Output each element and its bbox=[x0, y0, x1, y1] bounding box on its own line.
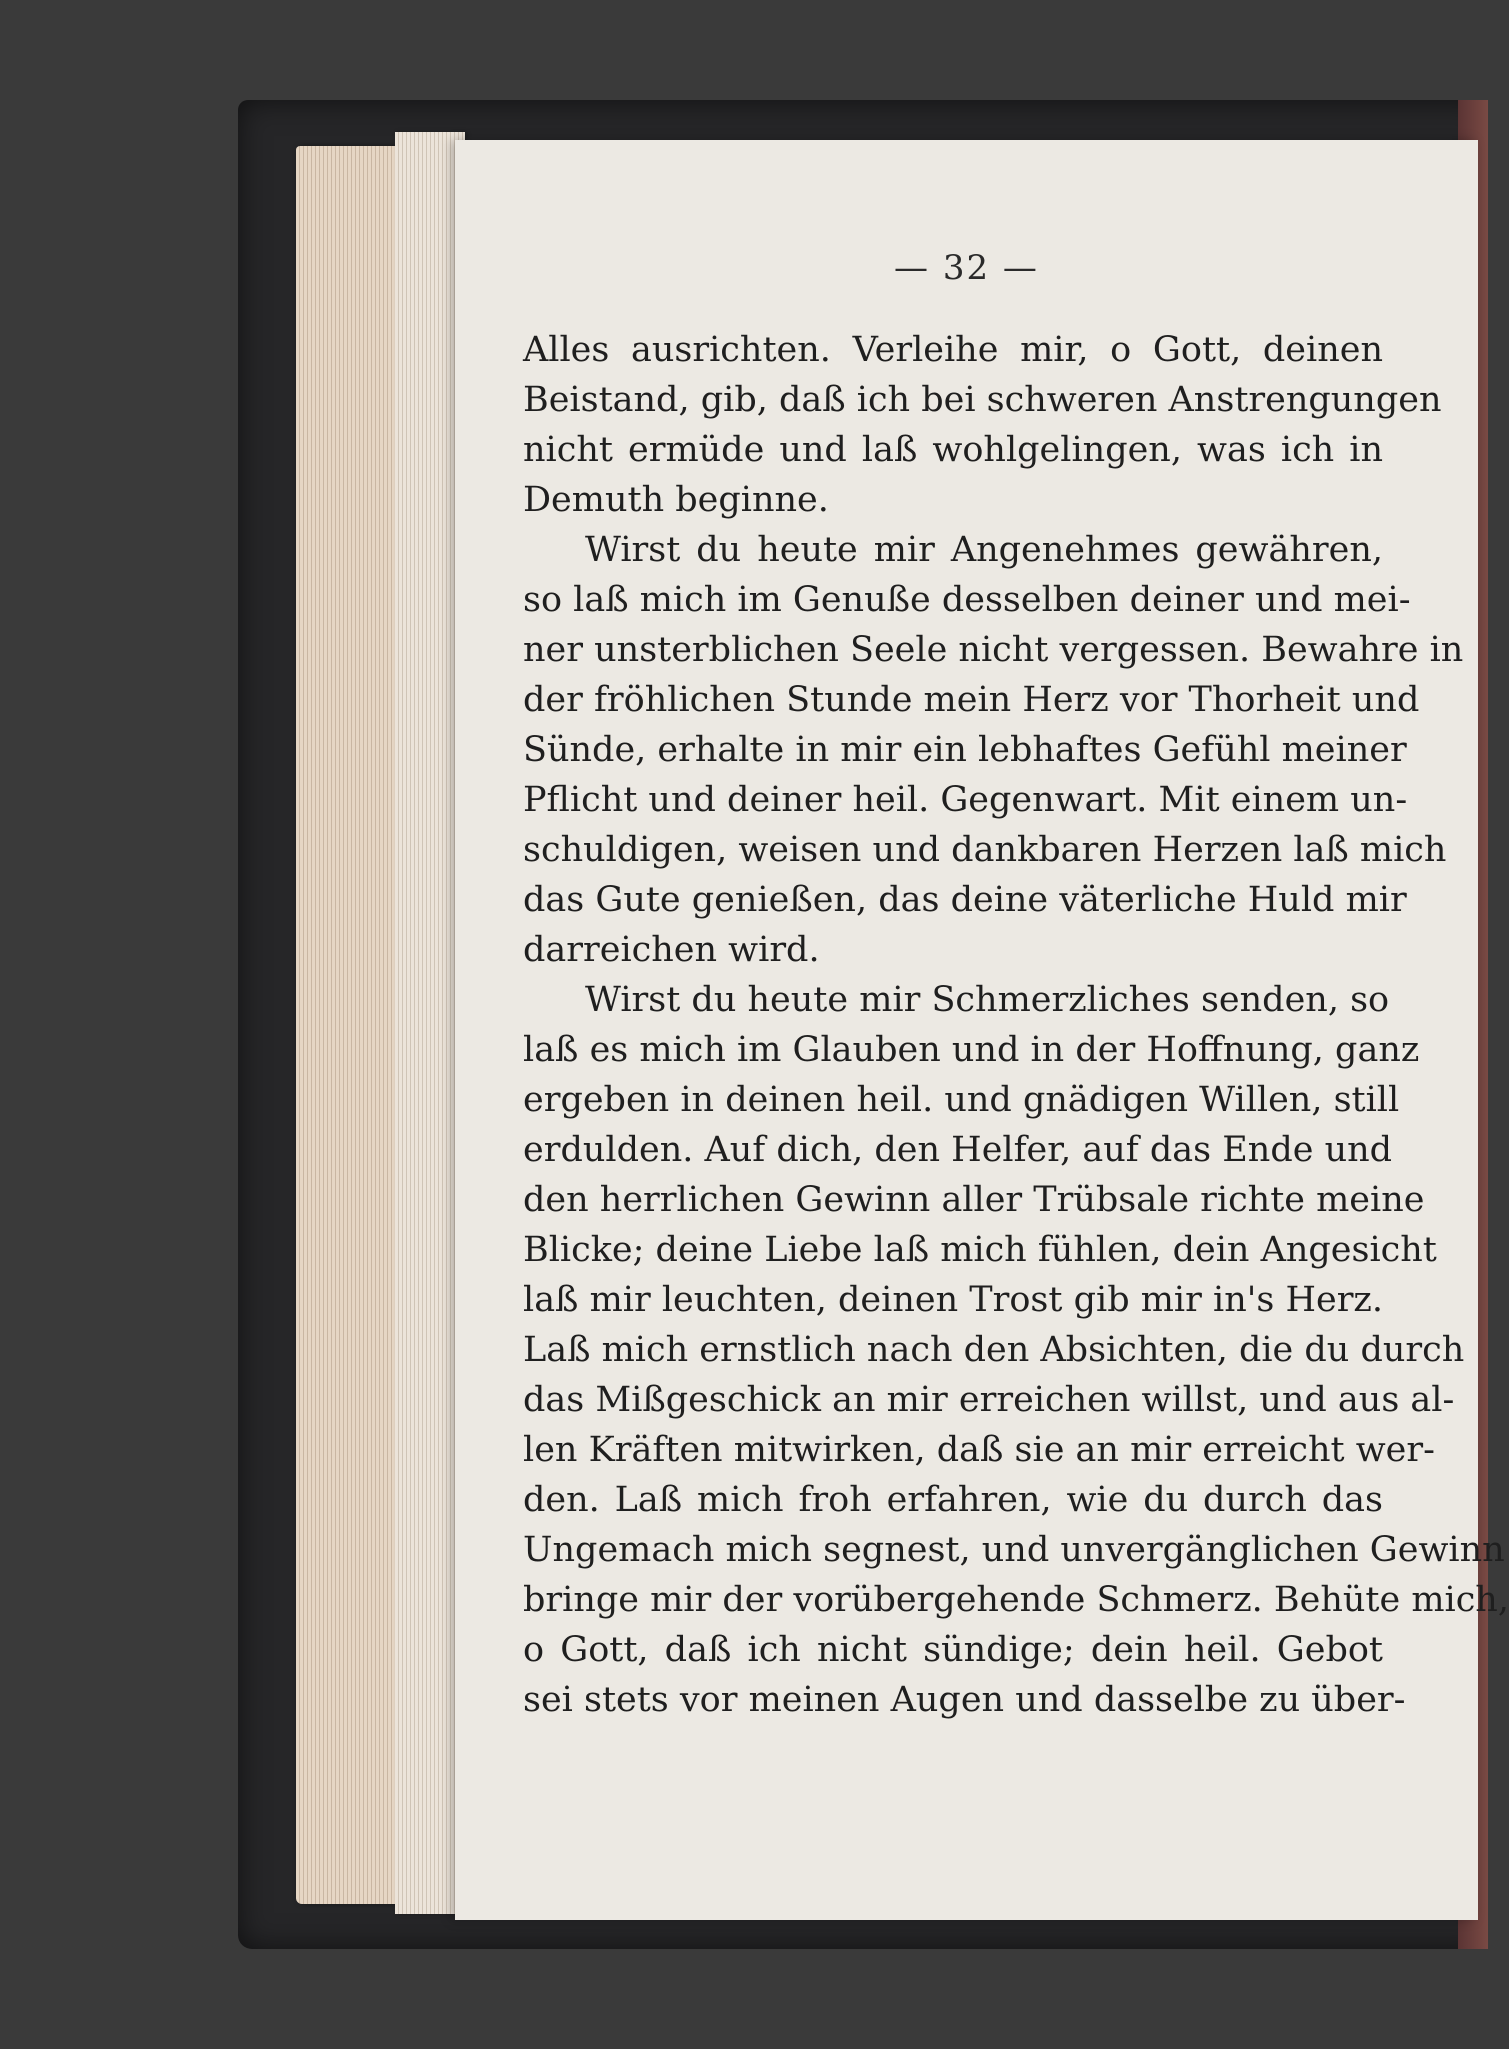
text-line: das Gute genießen, das deine väterliche Huld mir bbox=[523, 880, 1407, 920]
text-line: Alles ausrichten. Verleihe mir, o Gott, deinen bbox=[523, 330, 1383, 370]
text-line: Beistand, gib, daß ich bei schweren Anstrengungen bbox=[523, 380, 1442, 420]
text-line: Pflicht und deiner heil. Gegenwart. Mit einem un- bbox=[523, 780, 1408, 820]
text-line: den herrlichen Gewinn aller Trübsale richte meine bbox=[523, 1180, 1425, 1220]
text-line: sei stets vor meinen Augen und dasselbe zu über- bbox=[523, 1680, 1406, 1720]
text-line: Wirst du heute mir Schmerzliches senden, so bbox=[585, 980, 1390, 1020]
text-line: so laß mich im Genuße desselben deiner und mei- bbox=[523, 580, 1411, 620]
text-line: Sünde, erhalte in mir ein lebhaftes Gefühl meiner bbox=[523, 730, 1407, 770]
text-line: den. Laß mich froh erfahren, wie du durch das bbox=[523, 1480, 1383, 1520]
text-line: laß mir leuchten, deinen Trost gib mir in's Herz. bbox=[523, 1280, 1383, 1320]
text-line: Wirst du heute mir Angenehmes gewähren, bbox=[585, 530, 1383, 570]
text-line: nicht ermüde und laß wohlgelingen, was ich in bbox=[523, 430, 1383, 470]
text-line: erdulden. Auf dich, den Helfer, auf das Ende und bbox=[523, 1130, 1393, 1170]
text-line: len Kräften mitwirken, daß sie an mir erreicht wer- bbox=[523, 1430, 1435, 1470]
text-line: das Mißgeschick an mir erreichen willst, und aus al- bbox=[523, 1380, 1455, 1420]
page-number: — 32 — bbox=[894, 248, 1039, 288]
text-line: schuldigen, weisen und dankbaren Herzen laß mich bbox=[523, 830, 1447, 870]
text-line: bringe mir der vorübergehende Schmerz. Behüte mich, bbox=[523, 1580, 1509, 1620]
text-line: Blicke; deine Liebe laß mich fühlen, dein Angesicht bbox=[523, 1230, 1437, 1270]
text-line: ergeben in deinen heil. und gnädigen Willen, still bbox=[523, 1080, 1400, 1120]
text-line: Demuth beginne. bbox=[523, 480, 829, 520]
text-line: darreichen wird. bbox=[523, 930, 820, 970]
text-line: der fröhlichen Stunde mein Herz vor Thorheit und bbox=[523, 680, 1420, 720]
text-line: laß es mich im Glauben und in der Hoffnung, ganz bbox=[523, 1030, 1420, 1070]
text-line: Laß mich ernstlich nach den Absichten, die du durch bbox=[523, 1330, 1465, 1370]
page-text bbox=[523, 325, 1509, 1725]
text-line: Ungemach mich segnest, und unvergänglichen Gewinn bbox=[523, 1530, 1505, 1570]
text-line: ner unsterblichen Seele nicht vergessen. Bewahre in bbox=[523, 630, 1464, 670]
book-page bbox=[455, 140, 1509, 1920]
text-line: o Gott, daß ich nicht sündige; dein heil. Gebot bbox=[523, 1630, 1383, 1670]
